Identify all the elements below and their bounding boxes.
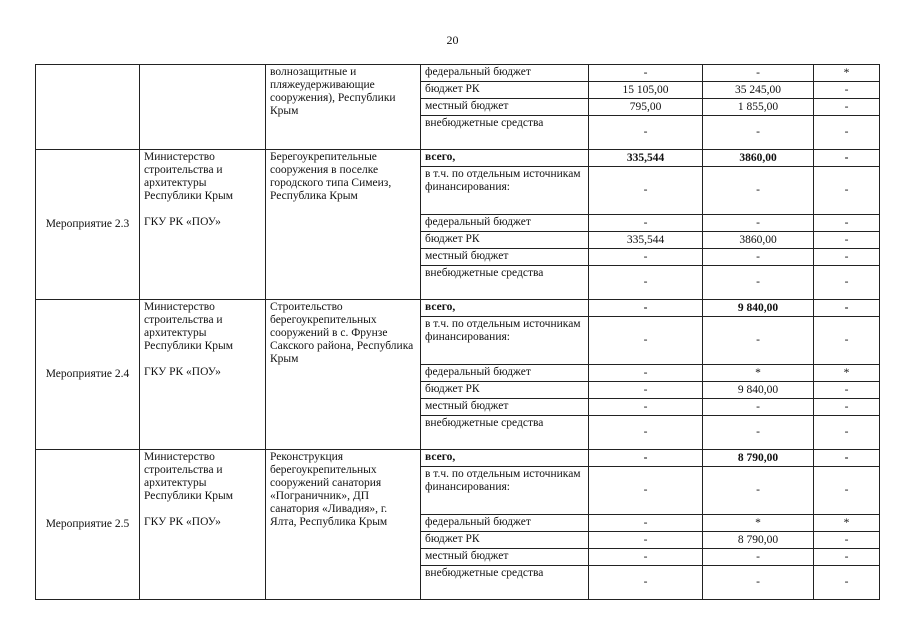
value-cell: - — [814, 549, 880, 566]
table-row — [36, 450, 880, 467]
value-cell: 8 790,00 — [703, 450, 814, 467]
value-cell: - — [814, 382, 880, 399]
object-cell: Берегоукрепительные сооружения в поселке городского типа Симеиз, Республика Крым — [266, 150, 421, 300]
value-cell: 15 105,00 — [589, 82, 703, 99]
executor-cell — [140, 150, 266, 300]
funding-source: внебюджетные средства — [421, 266, 589, 300]
funding-source: федеральный бюджет — [421, 515, 589, 532]
value-cell: - — [814, 416, 880, 450]
value-cell: - — [589, 65, 703, 82]
funding-source: местный бюджет — [421, 399, 589, 416]
executor-cell — [140, 65, 266, 150]
value-cell: - — [814, 150, 880, 167]
object-cell: волнозащитные и пляжеудерживающие сооружения), Республики Крым — [266, 65, 421, 150]
funding-source: местный бюджет — [421, 249, 589, 266]
value-cell: 1 855,00 — [703, 99, 814, 116]
value-cell: - — [589, 532, 703, 549]
value-cell: - — [589, 450, 703, 467]
value-cell: 9 840,00 — [703, 382, 814, 399]
value-cell: - — [589, 549, 703, 566]
funding-source: в т.ч. по отдельным источникам финансирования: — [421, 167, 589, 215]
value-cell: * — [814, 515, 880, 532]
funding-source: федеральный бюджет — [421, 65, 589, 82]
table-row — [36, 150, 880, 167]
value-cell: * — [814, 65, 880, 82]
value-cell: - — [703, 65, 814, 82]
funding-source: федеральный бюджет — [421, 365, 589, 382]
executor-gku: ГКУ РК «ПОУ» — [144, 216, 221, 228]
value-cell: - — [703, 416, 814, 450]
value-cell: - — [589, 467, 703, 515]
value-cell: - — [703, 266, 814, 300]
value-cell: - — [814, 215, 880, 232]
value-cell: - — [589, 249, 703, 266]
executor-gku: ГКУ РК «ПОУ» — [144, 366, 221, 378]
funding-source: бюджет РК — [421, 532, 589, 549]
value-cell: - — [589, 167, 703, 215]
value-cell: - — [589, 566, 703, 600]
object-cell: Строительство берегоукрепительных сооружений в с. Фрунзе Сакского района, Республика Крым — [266, 300, 421, 450]
value-cell: 8 790,00 — [703, 532, 814, 549]
value-cell: - — [703, 116, 814, 150]
funding-source: внебюджетные средства — [421, 416, 589, 450]
value-cell: - — [589, 266, 703, 300]
funding-source: местный бюджет — [421, 549, 589, 566]
value-cell: - — [814, 232, 880, 249]
value-cell: 3860,00 — [703, 232, 814, 249]
funding-source: бюджет РК — [421, 82, 589, 99]
value-cell: - — [703, 549, 814, 566]
value-cell: - — [703, 317, 814, 365]
value-cell: - — [589, 399, 703, 416]
value-cell: - — [703, 399, 814, 416]
executor-gku: ГКУ РК «ПОУ» — [144, 516, 221, 528]
value-cell: 3860,00 — [703, 150, 814, 167]
funding-table — [35, 64, 880, 600]
executor-cell — [140, 450, 266, 600]
value-cell: - — [703, 167, 814, 215]
value-cell: 35 245,00 — [703, 82, 814, 99]
value-cell: * — [814, 365, 880, 382]
measure-name: Мероприятие 2.3 — [36, 150, 140, 300]
funding-source: всего, — [421, 450, 589, 467]
value-cell: * — [703, 365, 814, 382]
value-cell: - — [589, 416, 703, 450]
value-cell: - — [814, 266, 880, 300]
funding-source: в т.ч. по отдельным источникам финансирования: — [421, 317, 589, 365]
value-cell: * — [703, 515, 814, 532]
table-row — [36, 65, 880, 82]
value-cell: - — [589, 365, 703, 382]
value-cell: - — [589, 515, 703, 532]
measure-name: Мероприятие 2.5 — [36, 450, 140, 600]
page-number: 20 — [446, 33, 459, 47]
table-row — [36, 300, 880, 317]
value-cell: - — [814, 300, 880, 317]
value-cell: - — [703, 215, 814, 232]
value-cell: - — [814, 82, 880, 99]
value-cell: - — [814, 116, 880, 150]
value-cell: - — [814, 249, 880, 266]
value-cell: - — [814, 167, 880, 215]
funding-source: внебюджетные средства — [421, 566, 589, 600]
value-cell: - — [589, 317, 703, 365]
value-cell: - — [589, 116, 703, 150]
funding-source: федеральный бюджет — [421, 215, 589, 232]
value-cell: 335,544 — [589, 232, 703, 249]
value-cell: - — [703, 566, 814, 600]
value-cell: - — [814, 317, 880, 365]
measure-cell — [36, 65, 140, 150]
value-cell: - — [589, 300, 703, 317]
funding-source: всего, — [421, 150, 589, 167]
value-cell: 795,00 — [589, 99, 703, 116]
value-cell: - — [703, 467, 814, 515]
executor-ministry: Министерство строительства и архитектуры Республики Крым — [144, 451, 233, 502]
executor-ministry: Министерство строительства и архитектуры Республики Крым — [144, 151, 233, 202]
object-cell: Реконструкция берегоукрепительных сооружений санатория «Пограничник», ДП санатория «Ливадия», г. Ялта, Республика Крым — [266, 450, 421, 600]
measure-name: Мероприятие 2.4 — [36, 300, 140, 450]
funding-source: всего, — [421, 300, 589, 317]
funding-source: внебюджетные средства — [421, 116, 589, 150]
value-cell: - — [814, 467, 880, 515]
executor-ministry: Министерство строительства и архитектуры Республики Крым — [144, 301, 233, 352]
funding-source: в т.ч. по отдельным источникам финансирования: — [421, 467, 589, 515]
funding-source: бюджет РК — [421, 232, 589, 249]
value-cell: - — [814, 450, 880, 467]
value-cell: - — [814, 532, 880, 549]
value-cell: - — [703, 249, 814, 266]
executor-cell — [140, 300, 266, 450]
value-cell: - — [589, 382, 703, 399]
funding-source: бюджет РК — [421, 382, 589, 399]
value-cell: - — [589, 215, 703, 232]
value-cell: 335,544 — [589, 150, 703, 167]
value-cell: - — [814, 566, 880, 600]
value-cell: - — [814, 399, 880, 416]
value-cell: - — [814, 99, 880, 116]
funding-source: местный бюджет — [421, 99, 589, 116]
value-cell: 9 840,00 — [703, 300, 814, 317]
